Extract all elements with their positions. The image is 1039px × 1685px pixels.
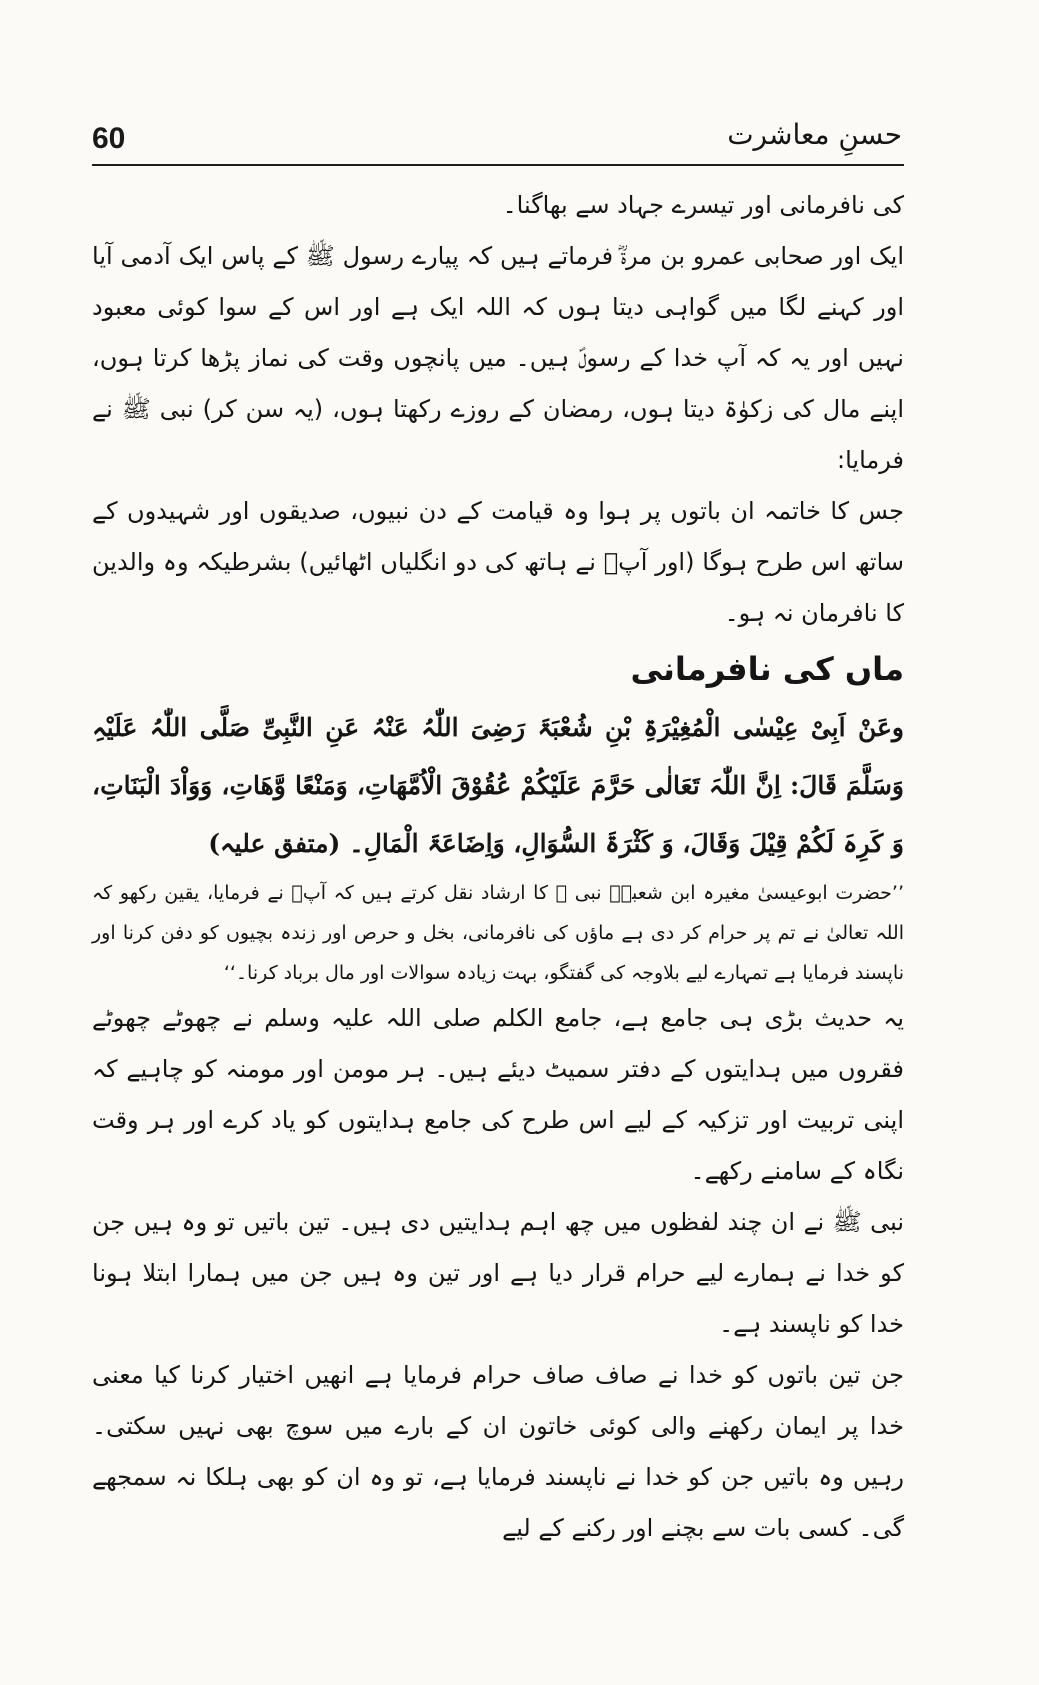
hadith-arabic: وعَنْ اَبِیْ عِیْسٰی الْمُغِیْرَۃِ بْنِ شُعْبَۃَ رَضِیَ اللّٰہُ عَنْہُ عَنِ النَّبِیِّ صَلَّی اللّٰہُ عَلَیْہِ وَسَلَّمَ قَالَ: اِنَّ اللّٰہَ تَعَالٰی حَرَّمَ عَلَیْکُمْ عُقُوْقَ الْاُمَّھَاتِ، وَمَنْعًا وَّھَاتِ، وَوَاْدَ الْبَنَاتِ، وَ کَرِہَ لَکُمْ قِیْلَ وَقَالَ، وَ کَثْرَۃَ السُّوَالِ، وَاِضَاعَۃَ الْمَالِ۔ (متفق علیہ) [92, 713, 904, 858]
page-header [92, 118, 902, 166]
header-rule [92, 164, 904, 166]
paragraph-3: یہ حدیث بڑی ہی جامع ہے، جامع الکلم صلی اللہ علیہ وسلم نے چھوٹے چھوٹے فقروں میں ہدایتوں کے دفتر سمیٹ دیئے ہیں۔ ہر مومن اور مومنہ کو چاہیے کہ اپنی تربیت اور تزکیہ کے لیے اس طرح کی جامع ہدایتوں کو یاد کرے اور ہر وقت نگاہ کے سامنے رکھے۔ [92, 1004, 904, 1185]
page-number: 60 [92, 122, 126, 155]
hadith-translation: ’’حضرت ابوعیسیٰ مغیرہ ابن شعبہؓ نبی ﷺ کا ارشاد نقل کرتے ہیں کہ آپؐ نے فرمایا، یقین رکھو کہ اللہ تعالیٰ نے تم پر حرام کر دی ہے ماؤں کی نافرمانی، بخل و حرص اور زندہ بچیوں کو دفن کرنا اور ناپسند فرمایا ہے تمہارے لیے بلاوجہ کی گفتگو، بہت زیادہ سوالات اور مال برباد کرنا۔‘‘ [92, 882, 904, 984]
paragraph-5: جن تین باتوں کو خدا نے صاف صاف حرام فرمایا ہے انھیں اختیار کرنا کیا معنی خدا پر ایمان رکھنے والی کوئی خاتون ان کے بارے میں سوچ بھی نہیں سکتی۔ رہیں وہ باتیں جن کو خدا نے ناپسند فرمایا ہے، تو وہ ان کو بھی ہلکا نہ سمجھے گی۔ کسی بات سے بچنے اور رکنے کے لیے [92, 1361, 904, 1542]
body-text [92, 180, 904, 1554]
paragraph-2: جس کا خاتمہ ان باتوں پر ہوا وہ قیامت کے دن نبیوں، صدیقوں اور شہیدوں کے ساتھ اس طرح ہوگا (اور آپؐ نے ہاتھ کی دو انگلیاں اٹھائیں) بشرطیکہ وہ والدین کا نافرمان نہ ہو۔ [92, 497, 904, 627]
section-heading: ماں کی نافرمانی [630, 650, 904, 688]
intro-fragment: کی نافرمانی اور تیسرے جہاد سے بھاگنا۔ [502, 191, 904, 219]
paragraph-4: نبی ﷺ نے ان چند لفظوں میں چھ اہم ہدایتیں دی ہیں۔ تین باتیں تو وہ ہیں جن کو خدا نے ہمارے لیے حرام قرار دیا ہے اور تین وہ ہیں جن میں ہمارا ابتلا ہونا خدا کو ناپسند ہے۔ [92, 1208, 904, 1338]
running-title: حسنِ معاشرت [727, 118, 902, 151]
paragraph-1: ایک اور صحابی عمرو بن مرۃؓ فرماتے ہیں کہ پیارے رسول ﷺ کے پاس ایک آدمی آیا اور کہنے لگا میں گواہی دیتا ہوں کہ اللہ ایک ہے اور اس کے سوا کوئی معبود نہیں اور یہ کہ آپ خدا کے رسولؐ ہیں۔ میں پانچوں وقت کی نماز پڑھا کرتا ہوں، اپنے مال کی زکوٰۃ دیتا ہوں، رمضان کے روزے رکھتا ہوں، (یہ سن کر) نبی ﷺ نے فرمایا: [92, 242, 904, 474]
